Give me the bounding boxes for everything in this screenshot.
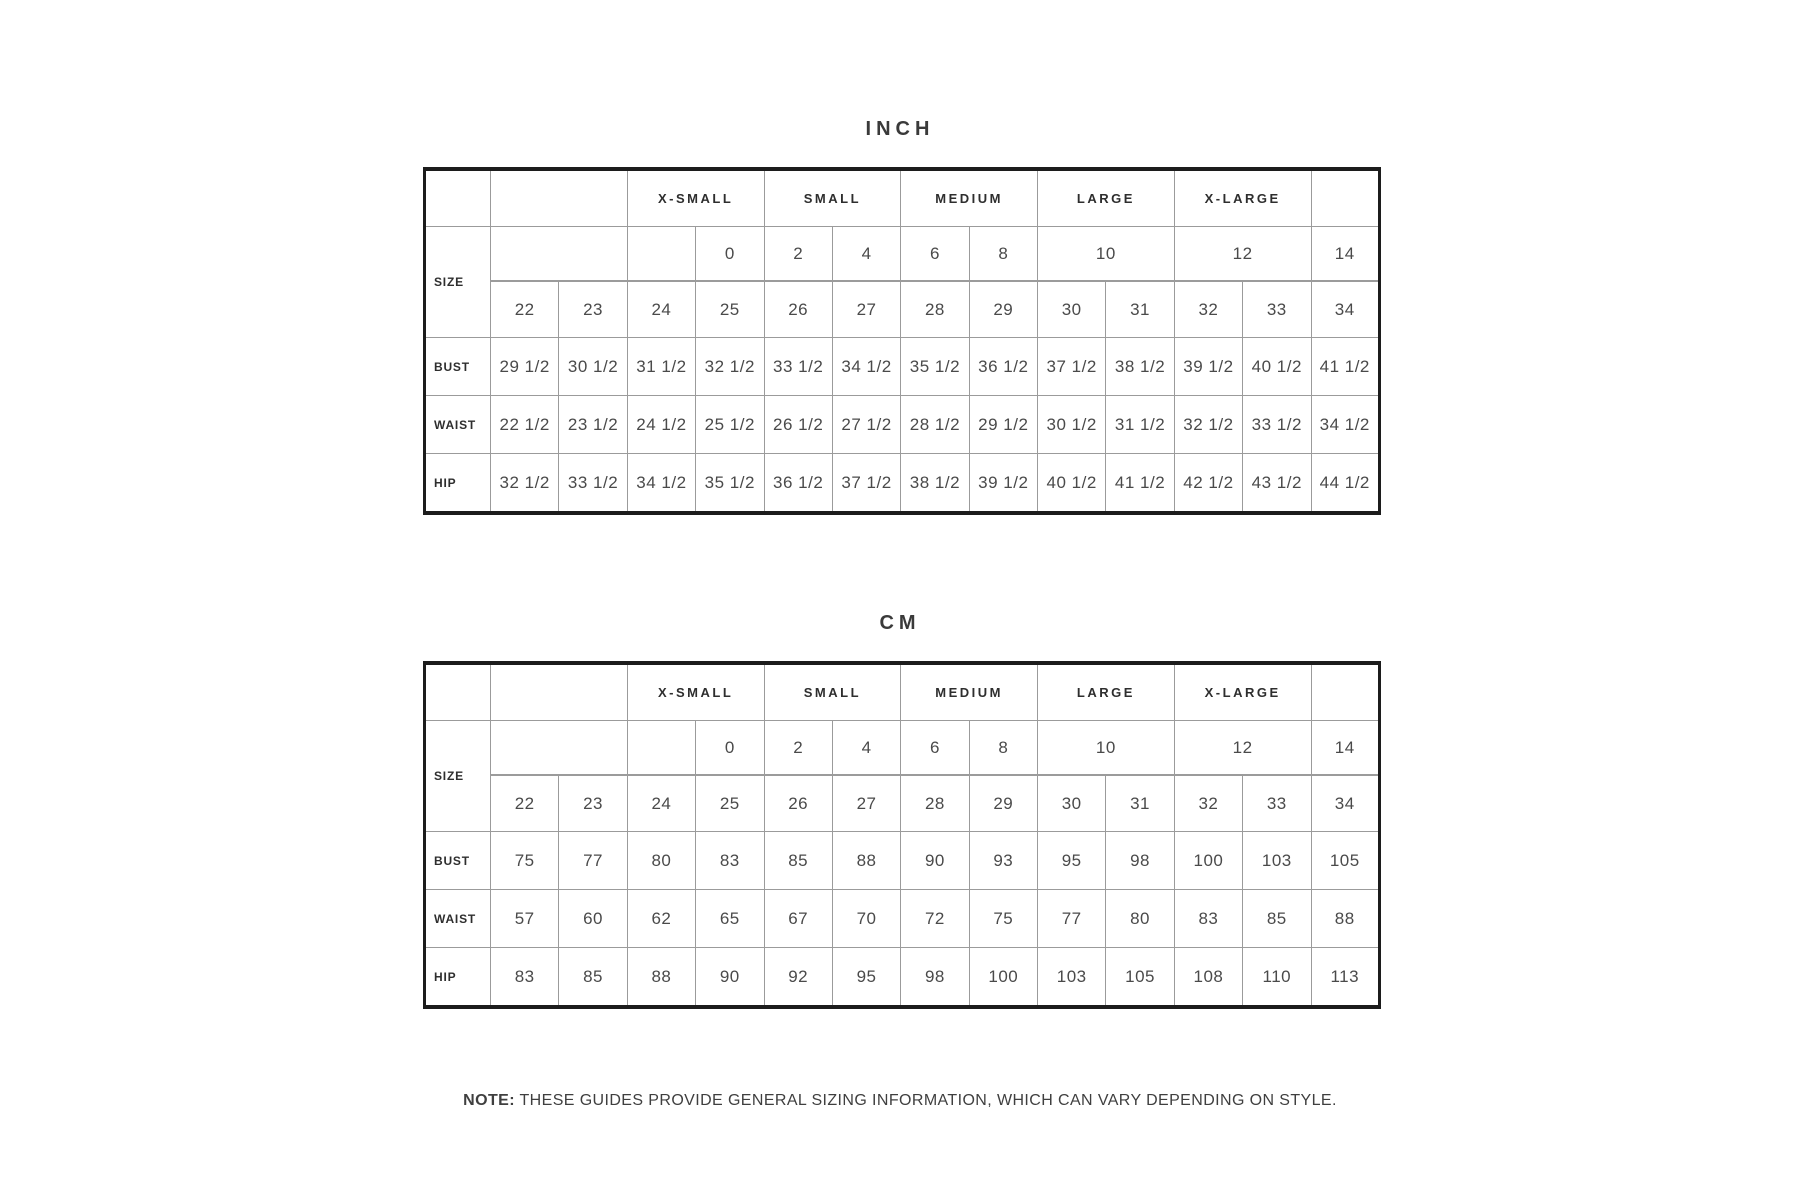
empty-group-cell bbox=[491, 169, 628, 227]
numeric-size-cell: 22 bbox=[491, 775, 559, 832]
us-size-cell: 4 bbox=[832, 721, 900, 776]
inch-table-title: INCH bbox=[865, 118, 935, 140]
measurement-value-cell: 23 1/2 bbox=[559, 396, 627, 454]
measurement-value-cell: 38 1/2 bbox=[1106, 338, 1174, 396]
us-size-cell: 6 bbox=[901, 721, 969, 776]
empty-group-cell bbox=[491, 663, 628, 721]
cm-table-title: CM bbox=[879, 612, 921, 634]
measurement-value-cell: 29 1/2 bbox=[969, 396, 1037, 454]
measurement-value-cell: 92 bbox=[764, 948, 832, 1008]
measurement-value-cell: 80 bbox=[1106, 890, 1174, 948]
measurement-value-cell: 113 bbox=[1311, 948, 1380, 1008]
measurement-row-waist bbox=[425, 396, 1380, 454]
numeric-size-cell: 31 bbox=[1106, 775, 1174, 832]
numeric-size-cell: 23 bbox=[559, 281, 627, 338]
measurement-value-cell: 38 1/2 bbox=[901, 454, 969, 514]
measurement-value-cell: 72 bbox=[901, 890, 969, 948]
measurement-row-bust bbox=[425, 832, 1380, 890]
empty-us-size-cell bbox=[491, 227, 628, 282]
us-size-cell: 2 bbox=[764, 721, 832, 776]
measurement-value-cell: 108 bbox=[1174, 948, 1242, 1008]
measurement-value-cell: 98 bbox=[1106, 832, 1174, 890]
measurement-value-cell: 27 1/2 bbox=[832, 396, 900, 454]
measurement-value-cell: 25 1/2 bbox=[696, 396, 764, 454]
numeric-size-cell: 33 bbox=[1243, 775, 1311, 832]
measurement-value-cell: 33 1/2 bbox=[1243, 396, 1311, 454]
measurement-row-hip bbox=[425, 948, 1380, 1008]
measurement-value-cell: 88 bbox=[627, 948, 695, 1008]
numeric-size-cell: 25 bbox=[696, 775, 764, 832]
measurement-value-cell: 85 bbox=[559, 948, 627, 1008]
numeric-size-cell: 28 bbox=[901, 281, 969, 338]
measurement-value-cell: 39 1/2 bbox=[969, 454, 1037, 514]
numeric-size-cell: 33 bbox=[1243, 281, 1311, 338]
measurement-value-cell: 93 bbox=[969, 832, 1037, 890]
measurement-row-label: BUST bbox=[425, 338, 491, 396]
measurement-value-cell: 100 bbox=[1174, 832, 1242, 890]
measurement-row-label: WAIST bbox=[425, 890, 491, 948]
numeric-size-cell: 24 bbox=[627, 281, 695, 338]
measurement-value-cell: 110 bbox=[1243, 948, 1311, 1008]
measurement-value-cell: 60 bbox=[559, 890, 627, 948]
measurement-value-cell: 32 1/2 bbox=[491, 454, 559, 514]
us-size-cell: 10 bbox=[1038, 227, 1175, 282]
measurement-row-waist bbox=[425, 890, 1380, 948]
measurement-value-cell: 44 1/2 bbox=[1311, 454, 1380, 514]
measurement-value-cell: 37 1/2 bbox=[832, 454, 900, 514]
sizing-note bbox=[0, 1092, 1800, 1110]
sizing-note-text: THESE GUIDES PROVIDE GENERAL SIZING INFORMATION, WHICH CAN VARY DEPENDING ON STYLE. bbox=[514, 1092, 1337, 1109]
measurement-value-cell: 36 1/2 bbox=[969, 338, 1037, 396]
numeric-size-row bbox=[425, 775, 1380, 832]
measurement-value-cell: 105 bbox=[1106, 948, 1174, 1008]
measurement-value-cell: 85 bbox=[764, 832, 832, 890]
measurement-value-cell: 67 bbox=[764, 890, 832, 948]
measurement-value-cell: 105 bbox=[1311, 832, 1380, 890]
numeric-size-cell: 32 bbox=[1174, 775, 1242, 832]
numeric-size-cell: 32 bbox=[1174, 281, 1242, 338]
measurement-value-cell: 32 1/2 bbox=[696, 338, 764, 396]
measurement-value-cell: 90 bbox=[696, 948, 764, 1008]
numeric-size-cell: 30 bbox=[1038, 775, 1106, 832]
measurement-value-cell: 22 1/2 bbox=[491, 396, 559, 454]
us-size-cell: 8 bbox=[969, 721, 1037, 776]
measurement-value-cell: 100 bbox=[969, 948, 1037, 1008]
numeric-size-cell: 24 bbox=[627, 775, 695, 832]
measurement-value-cell: 39 1/2 bbox=[1174, 338, 1242, 396]
measurement-value-cell: 83 bbox=[696, 832, 764, 890]
us-size-cell: 14 bbox=[1311, 721, 1380, 776]
cm-size-table bbox=[423, 661, 1381, 1009]
numeric-size-cell: 31 bbox=[1106, 281, 1174, 338]
measurement-value-cell: 31 1/2 bbox=[627, 338, 695, 396]
us-size-cell: 6 bbox=[901, 227, 969, 282]
us-size-row bbox=[425, 227, 1380, 282]
us-size-row bbox=[425, 721, 1380, 776]
group-header-row bbox=[425, 169, 1380, 227]
measurement-value-cell: 83 bbox=[491, 948, 559, 1008]
empty-group-cell bbox=[1311, 663, 1380, 721]
measurement-value-cell: 65 bbox=[696, 890, 764, 948]
measurement-value-cell: 88 bbox=[832, 832, 900, 890]
measurement-value-cell: 40 1/2 bbox=[1243, 338, 1311, 396]
measurement-value-cell: 77 bbox=[1038, 890, 1106, 948]
empty-us-size-cell bbox=[491, 721, 628, 776]
measurement-value-cell: 75 bbox=[969, 890, 1037, 948]
measurement-value-cell: 40 1/2 bbox=[1038, 454, 1106, 514]
measurement-value-cell: 34 1/2 bbox=[1311, 396, 1380, 454]
us-size-cell: 14 bbox=[1311, 227, 1380, 282]
numeric-size-cell: 23 bbox=[559, 775, 627, 832]
measurement-row-label: WAIST bbox=[425, 396, 491, 454]
measurement-value-cell: 24 1/2 bbox=[627, 396, 695, 454]
us-size-cell: 0 bbox=[696, 721, 764, 776]
measurement-value-cell: 98 bbox=[901, 948, 969, 1008]
empty-us-size-cell bbox=[627, 721, 695, 776]
group-header-row bbox=[425, 663, 1380, 721]
numeric-size-cell: 26 bbox=[764, 281, 832, 338]
measurement-value-cell: 33 1/2 bbox=[559, 454, 627, 514]
numeric-size-cell: 34 bbox=[1311, 775, 1380, 832]
measurement-value-cell: 34 1/2 bbox=[832, 338, 900, 396]
measurement-value-cell: 35 1/2 bbox=[901, 338, 969, 396]
measurement-row-label: BUST bbox=[425, 832, 491, 890]
measurement-value-cell: 85 bbox=[1243, 890, 1311, 948]
measurement-value-cell: 88 bbox=[1311, 890, 1380, 948]
measurement-row-hip bbox=[425, 454, 1380, 514]
size-group-cell: SMALL bbox=[764, 169, 901, 227]
measurement-value-cell: 77 bbox=[559, 832, 627, 890]
measurement-value-cell: 31 1/2 bbox=[1106, 396, 1174, 454]
numeric-size-cell: 25 bbox=[696, 281, 764, 338]
numeric-size-cell: 29 bbox=[969, 775, 1037, 832]
numeric-size-cell: 28 bbox=[901, 775, 969, 832]
measurement-row-label: HIP bbox=[425, 948, 491, 1008]
measurement-value-cell: 90 bbox=[901, 832, 969, 890]
measurement-value-cell: 35 1/2 bbox=[696, 454, 764, 514]
measurement-value-cell: 32 1/2 bbox=[1174, 396, 1242, 454]
size-group-cell: LARGE bbox=[1038, 663, 1175, 721]
measurement-value-cell: 30 1/2 bbox=[1038, 396, 1106, 454]
corner-cell bbox=[425, 663, 491, 721]
size-group-cell: X-SMALL bbox=[627, 169, 764, 227]
size-group-cell: X-LARGE bbox=[1174, 663, 1311, 721]
measurement-value-cell: 103 bbox=[1038, 948, 1106, 1008]
us-size-cell: 10 bbox=[1038, 721, 1175, 776]
measurement-row-label: HIP bbox=[425, 454, 491, 514]
size-group-cell: LARGE bbox=[1038, 169, 1175, 227]
numeric-size-cell: 27 bbox=[832, 775, 900, 832]
measurement-value-cell: 95 bbox=[1038, 832, 1106, 890]
us-size-cell: 8 bbox=[969, 227, 1037, 282]
empty-group-cell bbox=[1311, 169, 1380, 227]
measurement-value-cell: 57 bbox=[491, 890, 559, 948]
size-row-label: SIZE bbox=[425, 227, 491, 338]
measurement-value-cell: 70 bbox=[832, 890, 900, 948]
measurement-row-bust bbox=[425, 338, 1380, 396]
measurement-value-cell: 75 bbox=[491, 832, 559, 890]
measurement-value-cell: 28 1/2 bbox=[901, 396, 969, 454]
us-size-cell: 4 bbox=[832, 227, 900, 282]
measurement-value-cell: 34 1/2 bbox=[627, 454, 695, 514]
measurement-value-cell: 30 1/2 bbox=[559, 338, 627, 396]
inch-size-table bbox=[423, 167, 1381, 515]
numeric-size-cell: 22 bbox=[491, 281, 559, 338]
measurement-value-cell: 41 1/2 bbox=[1106, 454, 1174, 514]
size-group-cell: SMALL bbox=[764, 663, 901, 721]
numeric-size-cell: 27 bbox=[832, 281, 900, 338]
empty-us-size-cell bbox=[627, 227, 695, 282]
size-group-cell: MEDIUM bbox=[901, 663, 1038, 721]
measurement-value-cell: 62 bbox=[627, 890, 695, 948]
numeric-size-cell: 34 bbox=[1311, 281, 1380, 338]
measurement-value-cell: 95 bbox=[832, 948, 900, 1008]
us-size-cell: 12 bbox=[1174, 721, 1311, 776]
measurement-value-cell: 41 1/2 bbox=[1311, 338, 1380, 396]
measurement-value-cell: 37 1/2 bbox=[1038, 338, 1106, 396]
numeric-size-cell: 26 bbox=[764, 775, 832, 832]
size-group-cell: X-LARGE bbox=[1174, 169, 1311, 227]
numeric-size-cell: 29 bbox=[969, 281, 1037, 338]
measurement-value-cell: 33 1/2 bbox=[764, 338, 832, 396]
size-group-cell: X-SMALL bbox=[627, 663, 764, 721]
sizing-note-label: NOTE: bbox=[463, 1092, 515, 1109]
us-size-cell: 0 bbox=[696, 227, 764, 282]
size-group-cell: MEDIUM bbox=[901, 169, 1038, 227]
measurement-value-cell: 80 bbox=[627, 832, 695, 890]
size-row-label: SIZE bbox=[425, 721, 491, 832]
measurement-value-cell: 43 1/2 bbox=[1243, 454, 1311, 514]
measurement-value-cell: 29 1/2 bbox=[491, 338, 559, 396]
us-size-cell: 12 bbox=[1174, 227, 1311, 282]
measurement-value-cell: 83 bbox=[1174, 890, 1242, 948]
numeric-size-cell: 30 bbox=[1038, 281, 1106, 338]
corner-cell bbox=[425, 169, 491, 227]
measurement-value-cell: 36 1/2 bbox=[764, 454, 832, 514]
numeric-size-row bbox=[425, 281, 1380, 338]
measurement-value-cell: 42 1/2 bbox=[1174, 454, 1242, 514]
measurement-value-cell: 26 1/2 bbox=[764, 396, 832, 454]
us-size-cell: 2 bbox=[764, 227, 832, 282]
measurement-value-cell: 103 bbox=[1243, 832, 1311, 890]
